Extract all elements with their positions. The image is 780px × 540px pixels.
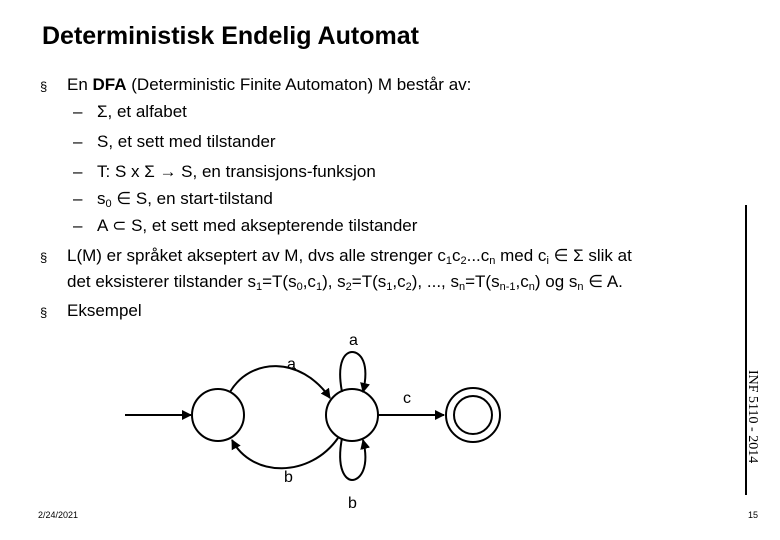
dash-marker: – — [73, 132, 83, 151]
loop-b-bottom — [340, 438, 365, 480]
text: ), ..., s — [411, 272, 459, 291]
text: med c — [495, 246, 547, 265]
bullet-text: En — [67, 75, 93, 94]
transition-a-start-to-middle — [230, 366, 330, 398]
subscript: 0 — [296, 281, 303, 293]
subscript: n-1 — [499, 281, 516, 293]
subscript: n — [577, 281, 584, 293]
bullet-text: (Deterministic Finite Automaton) M består av: — [126, 75, 472, 94]
text: det eksisterer tilstander s — [67, 272, 256, 291]
text: =T(s — [351, 272, 387, 291]
subscript: 1 — [386, 281, 393, 293]
footer-date: 2/24/2021 — [38, 510, 79, 520]
subscript: n — [459, 281, 466, 293]
bullet-marker: § — [40, 305, 48, 320]
text: c — [451, 246, 461, 265]
text: =T(s — [262, 272, 297, 291]
text: ,c — [392, 272, 406, 291]
label-mid-right-c: c — [403, 390, 411, 407]
state-start — [192, 389, 244, 441]
slide-title: Deterministisk Endelig Automat — [42, 22, 419, 50]
side-course-label: INF 5110 - 2014 — [745, 370, 760, 464]
bullet-marker: § — [40, 250, 48, 265]
text: ∈ Σ slik at — [548, 246, 632, 265]
dash-marker: – — [73, 102, 83, 121]
bullet-bold-dfa: DFA — [92, 75, 127, 94]
text: ) og s — [534, 272, 578, 291]
text: ), s — [322, 272, 346, 291]
text: ,c — [302, 272, 316, 291]
loop-a-top — [340, 352, 365, 392]
label-bottom-b: b — [348, 495, 357, 512]
bullet-marker: § — [40, 79, 48, 94]
subscript: 1 — [445, 255, 452, 267]
text: ...c — [466, 246, 490, 265]
text: ∈ A. — [583, 272, 623, 291]
dash-marker: – — [73, 189, 83, 208]
page-number: 15 — [748, 510, 759, 520]
transition-b-middle-to-start — [232, 438, 338, 468]
state-middle — [326, 389, 378, 441]
sub-bullet-accepting: A ⊂ S, et sett med aksepterende tilstander — [97, 216, 418, 235]
label-top-a: a — [349, 332, 358, 349]
text: =T(s — [465, 272, 500, 291]
subscript: 2 — [405, 281, 412, 293]
text: ∈ S, en start-tilstand — [111, 189, 273, 208]
label-bottom-left-b: b — [284, 469, 293, 486]
dash-marker: – — [73, 162, 83, 181]
subscript: 1 — [255, 281, 263, 293]
text: ,c — [515, 272, 529, 291]
text: L(M) er språket akseptert av M, dvs alle strenger c — [67, 246, 446, 265]
sub-bullet-states: S, et sett med tilstander — [97, 132, 276, 151]
subscript: i — [546, 255, 549, 267]
text: s — [97, 189, 106, 208]
sub-bullet-alphabet: Σ, et alfabet — [97, 102, 187, 121]
subscript: 1 — [315, 281, 323, 293]
subscript: n — [489, 255, 496, 267]
label-mid-left-a: a — [287, 356, 296, 373]
subscript: n — [528, 281, 535, 293]
bullet-example: Eksempel — [67, 301, 142, 320]
dash-marker: – — [73, 216, 83, 235]
subscript: 0 — [105, 198, 112, 210]
state-accepting-inner — [454, 396, 492, 434]
sub-bullet-transition: T: S x Σ → S, en transisjons-funksjon — [97, 162, 376, 181]
subscript: 2 — [345, 281, 352, 293]
subscript: 2 — [460, 255, 467, 267]
